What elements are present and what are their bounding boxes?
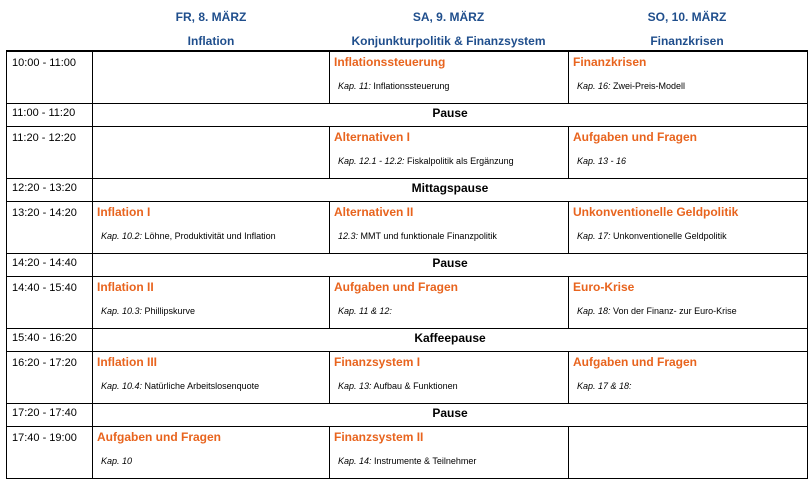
chapter-reference: Kap. 10.2: <box>101 231 143 241</box>
session-cell <box>93 277 330 329</box>
break-row <box>7 104 808 127</box>
empty-cell <box>93 51 330 104</box>
session-row <box>7 277 808 329</box>
chapter-reference: Kap. 13: <box>338 381 372 391</box>
session-title: Aufgaben und Fragen <box>573 130 697 144</box>
chapter-reference: Kap. 11: <box>338 81 371 91</box>
chapter-reference: Kap. 17 & 18: <box>577 381 632 391</box>
session-title: Finanzsystem I <box>334 355 421 369</box>
time-slot: 17:40 - 19:00 <box>7 427 93 479</box>
session-title: Finanzkrisen <box>573 55 647 69</box>
session-description <box>338 231 497 241</box>
schedule-table <box>6 50 808 479</box>
chapter-reference: Kap. 11 & 12: <box>338 306 392 316</box>
day-date: SO, 10. MÄRZ <box>647 10 727 24</box>
time-slot: 11:00 - 11:20 <box>7 104 93 127</box>
session-cell <box>569 51 808 104</box>
session-title: Alternativen II <box>334 205 414 219</box>
session-title: Aufgaben und Fragen <box>573 355 697 369</box>
session-cell <box>330 277 569 329</box>
session-cell <box>330 352 569 404</box>
session-title: Finanzsystem II <box>334 430 424 444</box>
time-slot: 15:40 - 16:20 <box>7 329 93 352</box>
session-description <box>101 231 276 241</box>
session-description <box>338 306 392 316</box>
day-date: SA, 9. MÄRZ <box>412 10 485 24</box>
chapter-reference: Kap. 18: <box>577 306 611 316</box>
break-row <box>7 329 808 352</box>
day-header-friday <box>93 0 329 48</box>
session-cell <box>569 202 808 254</box>
session-cell <box>330 127 569 179</box>
chapter-reference: Kap. 10.3: <box>101 306 143 316</box>
session-row <box>7 127 808 179</box>
chapter-reference: Kap. 10.4: <box>101 381 143 391</box>
session-description <box>338 381 458 391</box>
time-slot: 17:20 - 17:40 <box>7 404 93 427</box>
time-slot: 10:00 - 11:00 <box>7 51 93 104</box>
day-header-row <box>0 0 810 48</box>
session-title: Aufgaben und Fragen <box>97 430 221 444</box>
session-title: Euro-Krise <box>573 280 635 294</box>
session-description <box>338 156 514 166</box>
session-row <box>7 352 808 404</box>
day-theme: Finanzkrisen <box>650 34 724 48</box>
chapter-topic: Phillipskurve <box>142 306 196 316</box>
chapter-reference: Kap. 16: <box>577 81 611 91</box>
chapter-topic: Zwei-Preis-Modell <box>610 81 686 91</box>
session-cell <box>93 427 330 479</box>
break-row <box>7 404 808 427</box>
time-slot: 13:20 - 14:20 <box>7 202 93 254</box>
day-header-saturday <box>329 0 568 48</box>
empty-cell <box>93 127 330 179</box>
chapter-topic: Unkonventionelle Geldpolitik <box>610 231 727 241</box>
session-description <box>338 81 449 91</box>
time-slot: 12:20 - 13:20 <box>7 179 93 202</box>
session-cell <box>93 202 330 254</box>
time-slot: 16:20 - 17:20 <box>7 352 93 404</box>
chapter-reference: Kap. 13 - 16 <box>577 156 627 166</box>
break-label: Kaffeepause <box>93 329 808 352</box>
time-slot: 11:20 - 12:20 <box>7 127 93 179</box>
session-description <box>577 306 737 316</box>
session-cell <box>330 51 569 104</box>
chapter-topic: Aufbau & Funktionen <box>371 381 458 391</box>
session-cell <box>569 277 808 329</box>
session-description <box>101 306 195 316</box>
session-description <box>577 81 685 91</box>
session-title: Aufgaben und Fragen <box>334 280 458 294</box>
session-description <box>101 381 259 391</box>
break-row <box>7 254 808 277</box>
session-title: Unkonventionelle Geldpolitik <box>573 205 739 219</box>
break-label: Pause <box>93 104 808 127</box>
session-title: Inflationssteuerung <box>334 55 446 69</box>
chapter-reference: Kap. 17: <box>577 231 611 241</box>
session-cell <box>330 427 569 479</box>
session-row <box>7 202 808 254</box>
day-header-sunday <box>568 0 806 48</box>
session-row <box>7 427 808 479</box>
session-description <box>577 156 626 166</box>
chapter-topic: Von der Finanz- zur Euro-Krise <box>610 306 737 316</box>
time-slot: 14:20 - 14:40 <box>7 254 93 277</box>
chapter-reference: Kap. 10 <box>101 456 133 466</box>
chapter-reference: Kap. 14: <box>338 456 372 466</box>
session-title: Alternativen I <box>334 130 411 144</box>
chapter-reference: 12.3: <box>338 231 359 241</box>
chapter-topic: Natürliche Arbeitslosenquote <box>142 381 260 391</box>
chapter-topic: Löhne, Produktivität und Inflation <box>142 231 276 241</box>
session-description <box>577 381 632 391</box>
break-label: Pause <box>93 404 808 427</box>
session-title: Inflation III <box>97 355 157 369</box>
day-date: FR, 8. MÄRZ <box>175 10 247 24</box>
empty-cell <box>569 427 808 479</box>
break-row <box>7 179 808 202</box>
session-row <box>7 51 808 104</box>
session-cell <box>330 202 569 254</box>
break-label: Pause <box>93 254 808 277</box>
chapter-topic: Inflationssteuerung <box>370 81 450 91</box>
chapter-topic: MMT und funktionale Finanzpolitik <box>358 231 497 241</box>
break-label: Mittagspause <box>93 179 808 202</box>
session-title: Inflation II <box>97 280 154 294</box>
day-theme: Inflation <box>187 34 235 48</box>
session-description <box>577 231 727 241</box>
chapter-topic: Fiskalpolitik als Ergänzung <box>404 156 514 166</box>
chapter-reference: Kap. 12.1 - 12.2: <box>338 156 405 166</box>
session-cell <box>569 352 808 404</box>
chapter-topic: Instrumente & Teilnehmer <box>371 456 477 466</box>
session-title: Inflation I <box>97 205 151 219</box>
time-slot: 14:40 - 15:40 <box>7 277 93 329</box>
session-cell <box>93 352 330 404</box>
session-description <box>338 456 476 466</box>
session-description <box>101 456 132 466</box>
day-theme: Konjunkturpolitik & Finanzsystem <box>351 34 546 48</box>
session-cell <box>569 127 808 179</box>
